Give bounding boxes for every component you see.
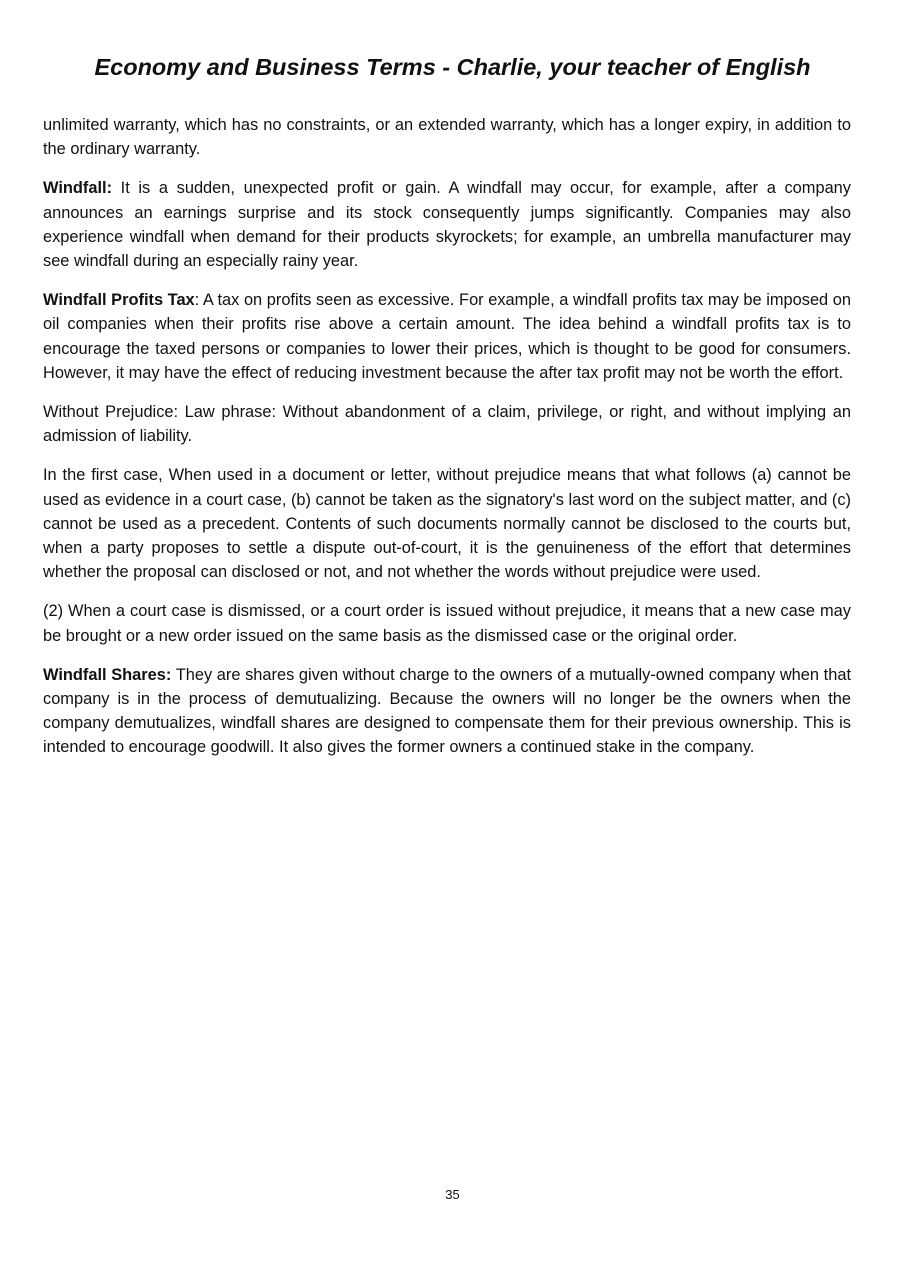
paragraph-text: : A tax on profits seen as excessive. For example, a windfall profits tax may be imposed on oil companies when their profits rise above a certain amount. The idea behind a windfall profits tax is to encourage the taxed persons or companies to lower their prices, which is thought to be good for consumers. However, it may have the effect of reducing investment because the after tax profit may not be worth the effort. [43,291,851,382]
paragraph-windfall-profits-tax [43,288,851,385]
paragraph-first-case [43,463,851,584]
paragraph-warranty-continued [43,113,851,161]
page-title: Economy and Business Terms - Charlie, your teacher of English [94,54,811,80]
term-label: Windfall Shares: [43,665,172,684]
page-number: 35 [445,1187,460,1202]
paragraph-text: They are shares given without charge to the owners of a mutually-owned company when that company is in the process of demutualizing. Because the owners will no longer be the owners when the company demutualizes, windfall shares are designed to compensate them for their previous ownership. This is intended to encourage goodwill. It also gives the former owners a continued stake in the company. [43,665,851,757]
paragraph-second-case [43,599,851,647]
page-content [43,113,851,775]
paragraph-text: (2) When a court case is dismissed, or a court order is issued without prejudice, it means that a new case may be brought or a new order issued on the same basis as the dismissed case or the original order. [43,602,851,645]
term-label: Windfall: [43,179,113,198]
paragraph-text: Without Prejudice: Law phrase: Without abandonment of a claim, privilege, or right, and without implying an admission of liability. [43,403,851,446]
paragraph-windfall-shares [43,663,851,760]
paragraph-windfall [43,176,851,273]
paragraph-without-prejudice [43,400,851,448]
paragraph-text: It is a sudden, unexpected profit or gain. A windfall may occur, for example, after a company announces an earnings surprise and its stock consequently jumps significantly. Companies may also experience windfall when demand for their products skyrockets; for example, an umbrella manufacturer may see windfall during an especially rainy year. [43,179,851,271]
paragraph-text: In the first case, When used in a document or letter, without prejudice means that what follows (a) cannot be used as evidence in a court case, (b) cannot be taken as the signatory's last word on the subject matter, and (c) cannot be used as a precedent. Contents of such documents normally cannot be disclosed to the courts but, when a party proposes to settle a dispute out-of-court, it is the genuineness of the effort that determines whether the proposal can disclosed or not, and not whether the words without prejudice were used. [43,466,851,582]
paragraph-text: unlimited warranty, which has no constraints, or an extended warranty, which has a longer expiry, in addition to the ordinary warranty. [43,116,851,159]
term-label: Windfall Profits Tax [43,291,195,310]
